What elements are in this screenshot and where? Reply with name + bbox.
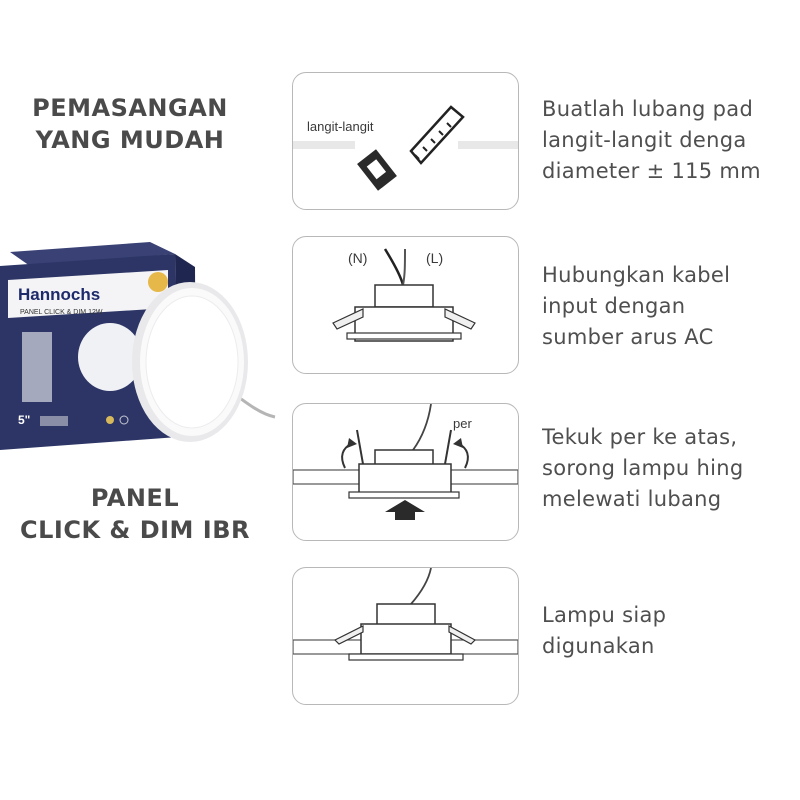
step-4-line-1: Lampu siap [542,603,667,627]
step-3-text [542,422,800,515]
step-1-text [542,94,800,187]
install-heading-line-1: PEMASANGAN [32,94,228,122]
product-image [0,222,280,472]
brand-label: Hannochs [18,285,101,304]
live-label: (L) [426,250,444,266]
step-3-line-3: melewati lubang [542,487,722,511]
curved-arrow-icon [342,444,351,468]
spring-label: per [453,416,472,431]
step-1-line-1: Buatlah lubang pad [542,97,754,121]
step-2-line-2: input dengan [542,294,686,318]
step-1-diagram [292,72,519,210]
install-heading-line-2: YANG MUDAH [35,126,225,154]
step-3-diagram [292,403,519,541]
lamp-icon [333,285,475,341]
step-3-line-2: sorong lampu hing [542,456,744,480]
neutral-label: (N) [348,250,368,266]
product-heading [0,482,280,546]
step-2-line-1: Hubungkan kabel [542,263,731,287]
box-subtitle: PANEL CLICK & DIM 12W [20,309,103,316]
size-label: 5" [18,413,31,427]
step-1-line-2: langit-langit denga [542,128,747,152]
ceiling-label: langit-langit [307,119,374,134]
step-2-line-3: sumber arus AC [542,325,714,349]
install-heading [0,92,260,156]
step-2-diagram [292,236,519,374]
step-4-text [542,600,800,662]
step-1-line-3: diameter ± 115 mm [542,159,761,183]
up-arrow-icon [385,500,425,520]
step-4-diagram [292,567,519,705]
step-2-text [542,260,800,353]
wire-icon [385,249,403,285]
product-heading-line-2: CLICK & DIM IBR [20,516,250,544]
product-heading-line-1: PANEL [90,484,180,512]
lamp-icon [349,430,459,498]
step-3-line-1: Tekuk per ke atas, [542,425,738,449]
step-4-line-2: digunakan [542,634,655,658]
curved-arrow-icon [459,444,468,468]
